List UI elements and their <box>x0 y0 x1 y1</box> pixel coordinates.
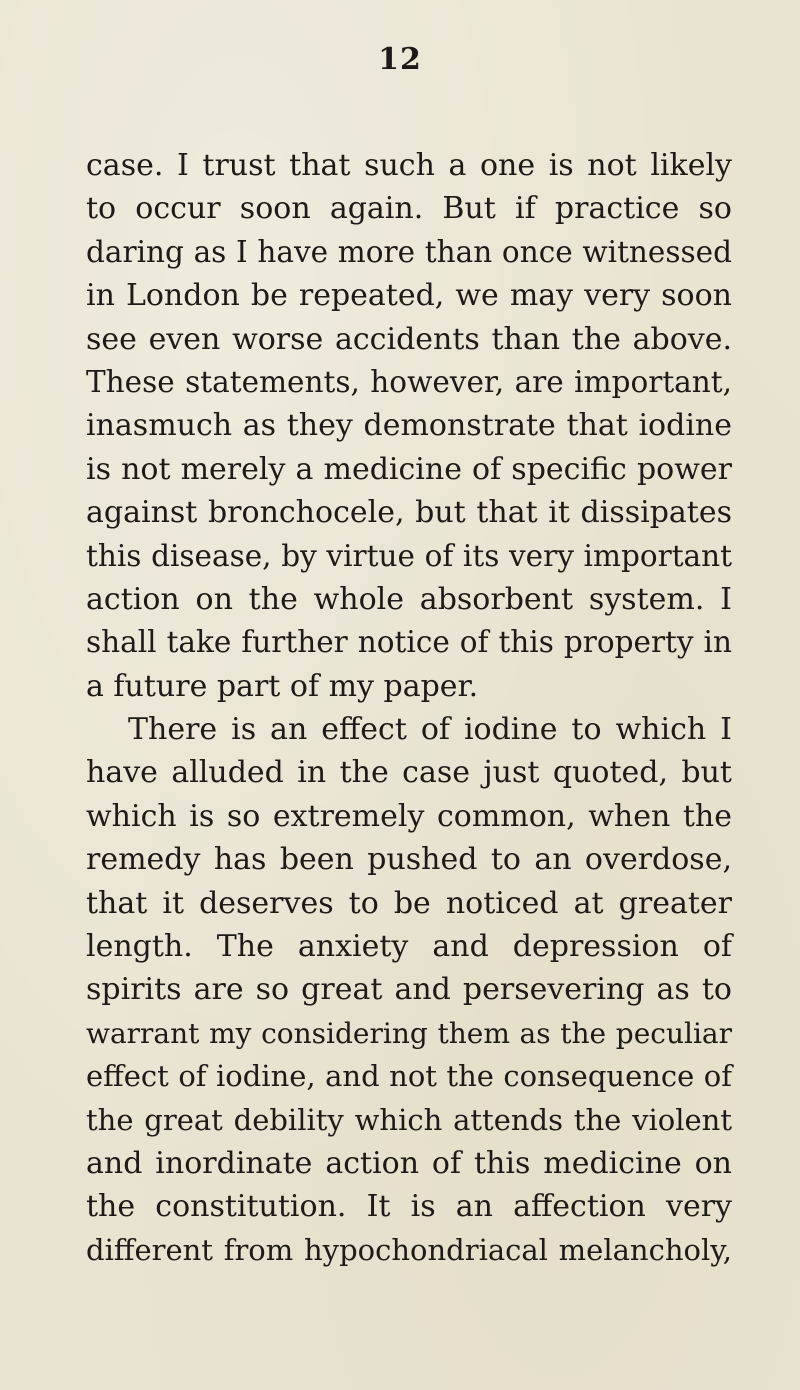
text-line: spirits are so great and persevering as to <box>86 972 732 1008</box>
text-line: These statements, however, are important, <box>86 364 732 399</box>
text-line: is not merely a medicine of specific power <box>86 451 732 487</box>
text-line: length. The anxiety and depression of <box>86 929 732 965</box>
text-line: shall take further notice of this property in <box>86 625 732 660</box>
body-text <box>86 144 732 1272</box>
page-number: 12 <box>378 42 422 77</box>
text-line: daring as I have more than once witnessed <box>86 234 732 269</box>
text-line: that it deserves to be noticed at greater <box>86 885 732 921</box>
text-line: see even worse accidents than the above. <box>86 321 732 357</box>
text-line: have alluded in the case just quoted, but <box>86 755 732 791</box>
text-line: effect of iodine, and not the consequence of <box>86 1059 732 1094</box>
text-line: action on the whole absorbent system. I <box>86 581 732 617</box>
text-line: There is an effect of iodine to which I <box>128 712 732 748</box>
text-line: inasmuch as they demonstrate that iodine <box>86 408 732 444</box>
text-line: warrant my considering them as the peculiar <box>86 1016 732 1050</box>
text-line: to occur soon again. But if practice so <box>86 191 732 227</box>
text-line: in London be repeated, we may very soon <box>86 278 732 314</box>
text-line: case. I trust that such a one is not likely <box>86 148 732 183</box>
text-line: and inordinate action of this medicine on <box>86 1145 732 1181</box>
text-line: remedy has been pushed to an overdose, <box>86 842 732 878</box>
text-line: the constitution. It is an affection very <box>86 1189 732 1225</box>
text-line: this disease, by virtue of its very important <box>86 538 732 573</box>
text-line: different from hypochondriacal melancholy, <box>86 1232 732 1267</box>
text-line: which is so extremely common, when the <box>86 798 732 834</box>
text-line: against bronchocele, but that it dissipates <box>86 495 732 531</box>
text-line: the great debility which attends the violent <box>86 1102 732 1137</box>
text-line: a future part of my paper. <box>86 668 479 704</box>
